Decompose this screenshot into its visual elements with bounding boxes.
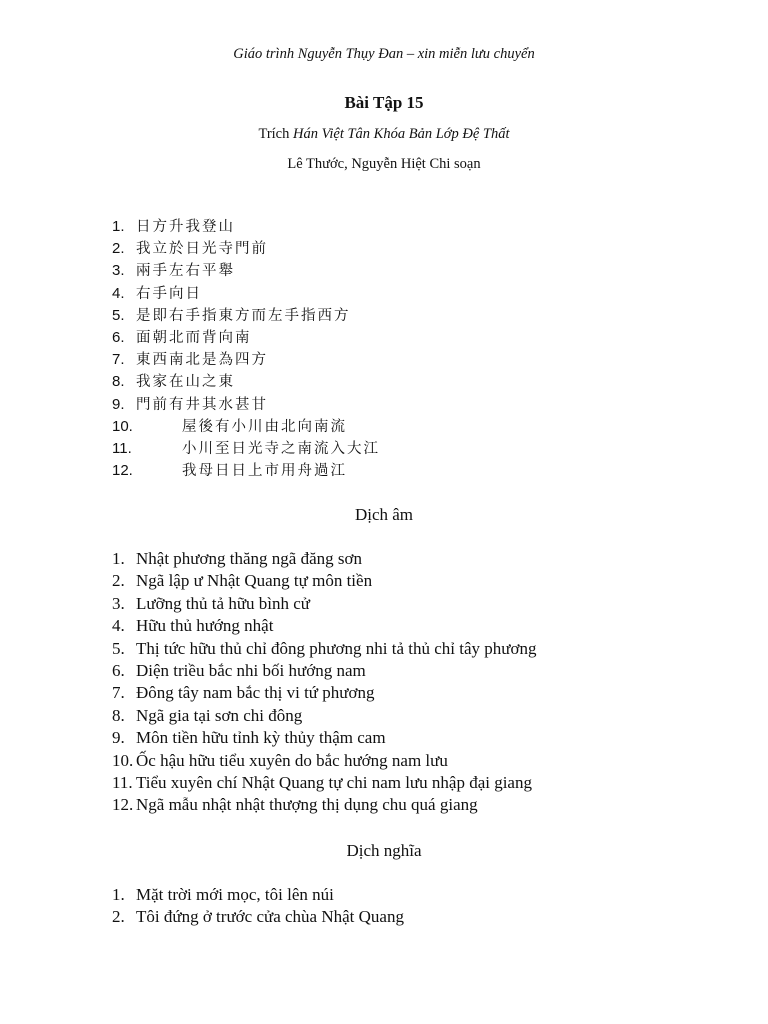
item-number: 4. [112,616,125,636]
han-text: 右手向日 [136,285,202,302]
dich-am-heading: Dịch âm [354,505,414,524]
item-number: 6. [112,660,125,680]
item-text: Tôi đứng ở trước cửa chùa Nhật Quang [136,907,404,927]
item-number: 12. [112,795,134,815]
item-number: 10. [112,750,134,770]
list-item [112,750,536,772]
item-number: 5. [112,638,125,658]
item-text: Lưỡng thủ tả hữu bình cử [136,593,311,613]
han-text: 面朝北而背向南 [136,329,252,346]
item-number: 3. [112,262,125,280]
item-number: 11. [112,772,133,792]
han-text: 小川至日光寺之南流入大江 [182,440,380,457]
item-number: 7. [112,351,125,369]
han-text: 門前有井其水甚甘 [136,396,268,413]
list-item [112,548,536,570]
item-number: 3. [112,593,125,613]
list-item [112,283,380,305]
han-text: 我立於日光寺門前 [136,241,268,258]
list-item [112,884,404,906]
item-text: Ốc hậu hữu tiểu xuyên do bắc hướng nam lưu [136,750,448,770]
header-note: Giáo trình Nguyễn Thụy Đan – xin miễn lưu chuyển [233,46,535,62]
page-title: Bài Tập 15 [344,93,424,112]
item-number: 12. [112,462,133,480]
han-text: 是即右手指東方而左手指西方 [136,307,351,324]
item-number: 1. [112,549,125,568]
list-item [112,615,536,637]
subtitle-book-title: Hán Việt Tân Khóa Bản Lớp Đệ Thất [292,126,510,142]
item-text: Ngã lập ư Nhật Quang tự môn tiền [136,571,373,591]
subtitle [0,126,768,143]
subtitle-prefix: Trích [258,126,293,142]
item-text: Thị tức hữu thủ chỉ đông phương nhi tả thủ chỉ tây phương [136,638,537,658]
list-item [112,305,380,327]
item-text: Ngã gia tại sơn chi đông [136,705,303,725]
item-text: Môn tiền hữu tỉnh kỳ thủy thậm cam [136,728,386,748]
han-sentence-list [112,216,380,482]
list-item [112,794,536,816]
item-number: 10. [112,417,133,435]
item-number: 8. [112,705,125,725]
list-item [112,416,380,438]
list-item [112,260,380,282]
list-item [112,394,380,416]
list-item [112,216,380,238]
han-text: 我母日日上市用舟過江 [182,463,347,480]
list-item [112,238,380,260]
item-text: Nhật phương thăng ngã đăng sơn [136,549,362,568]
item-number: 1. [112,885,125,904]
list-item [112,349,380,371]
item-number: 8. [112,373,125,391]
item-number: 9. [112,395,125,413]
han-text: 兩手左右平舉 [136,263,235,280]
dich-am-list [112,548,536,817]
list-item [112,593,536,615]
item-text: Mặt trời mới mọc, tôi lên núi [136,885,334,904]
list-item [112,727,536,749]
item-text: Đông tây nam bắc thị vi tứ phương [136,683,375,703]
list-item [112,371,380,393]
dich-nghia-heading: Dịch nghĩa [346,841,422,860]
item-number: 2. [112,907,125,927]
list-item [112,570,536,592]
list-item [112,705,536,727]
han-text: 日方升我登山 [136,219,235,235]
list-item [112,906,404,928]
han-text: 東西南北是為四方 [136,352,268,369]
item-text: Ngã mẫu nhật nhật thượng thị dụng chu quá giang [136,795,478,815]
item-text: Tiểu xuyên chí Nhật Quang tự chi nam lưu nhập đại giang [136,772,532,792]
item-text: Hữu thủ hướng nhật [136,616,274,636]
list-item [112,638,536,660]
item-number: 11. [112,439,132,457]
item-text: Diện triều bắc nhi bối hướng nam [136,660,366,680]
item-number: 5. [112,306,125,324]
list-item [112,682,536,704]
han-text: 我家在山之東 [136,374,235,391]
item-number: 1. [112,218,125,235]
han-text: 屋後有小川由北向南流 [182,418,347,435]
dich-nghia-list [112,884,404,929]
item-number: 2. [112,571,125,591]
item-number: 2. [112,240,125,258]
item-number: 9. [112,728,125,748]
item-number: 7. [112,683,125,703]
list-item [112,660,536,682]
list-item [112,460,380,482]
list-item [112,327,380,349]
list-item [112,438,380,460]
list-item [112,772,536,794]
item-number: 6. [112,328,125,346]
item-number: 4. [112,284,125,302]
authors-line: Lê Thước, Nguyễn Hiệt Chi soạn [287,156,481,172]
